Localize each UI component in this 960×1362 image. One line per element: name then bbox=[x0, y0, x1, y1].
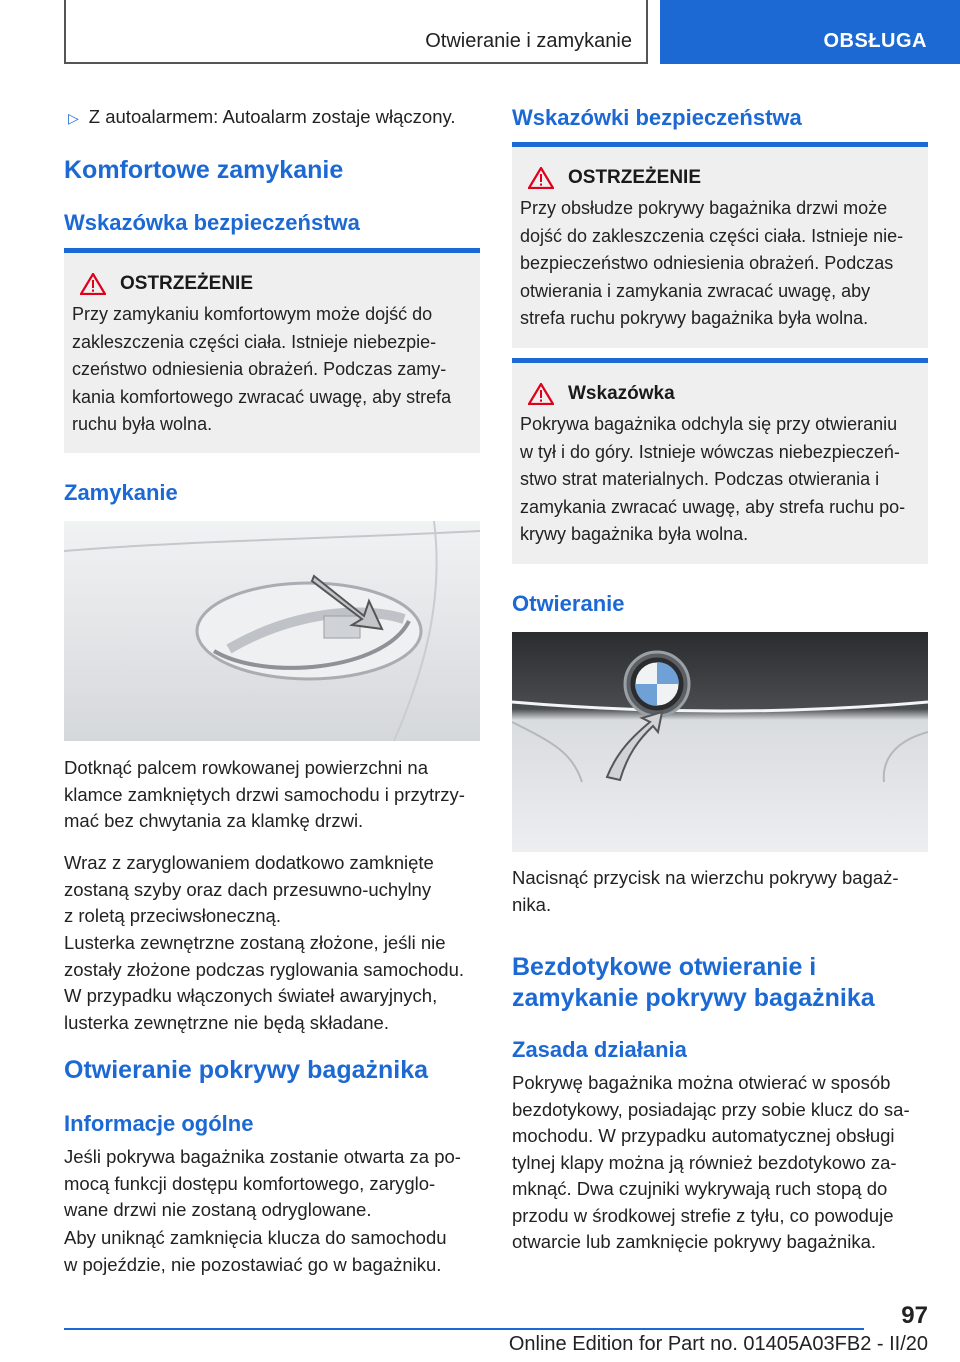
text-line: mocą funkcji dostępu komfortowego, zaryglo- bbox=[64, 1172, 436, 1194]
note-line: zamykania zwracać uwagę, aby strefa ruchu po- bbox=[520, 496, 906, 517]
section-title: Otwieranie i zamykanie bbox=[425, 30, 632, 52]
text-line: Pokrywę bagażnika można otwierać w sposób bbox=[512, 1072, 891, 1093]
warning-line: bezpieczeństwo odniesienia obrażeń. Podczas bbox=[520, 253, 894, 273]
heading-line: zamykanie pokrywy bagażnika bbox=[512, 984, 875, 1012]
text-line: otwarcie lub zamknięcie pokrywy bagażnika. bbox=[512, 1231, 877, 1252]
heading-otwieranie-pokrywy: Otwieranie pokrywy bagażnika bbox=[64, 1056, 429, 1084]
chapter-tab[interactable] bbox=[660, 0, 960, 64]
warning-triangle-icon bbox=[528, 167, 554, 189]
bullet-marker: ▷ bbox=[68, 110, 79, 126]
text-line: klamce zamkniętych drzwi samochodu i przytrzy- bbox=[64, 783, 465, 805]
warning-line: ruchu była wolna. bbox=[72, 414, 213, 434]
text-line: zostały złożone podczas ryglowania samochodu. bbox=[64, 958, 465, 980]
bullet-text: Z autoalarmem: Autoalarm zostaje włączony. bbox=[88, 106, 456, 127]
warning-line: zakleszczenia części ciała. Istnieje niebezpie- bbox=[72, 331, 437, 352]
paragraph-zamykanie-1 bbox=[64, 755, 480, 835]
heading-line: Bezdotykowe otwieranie i bbox=[512, 953, 817, 981]
trunk-button-illustration bbox=[512, 632, 928, 852]
text-line: w pojeździe, nie pozostawiać go w bagażniku. bbox=[64, 1253, 442, 1275]
warning-line: otwierania i zamykania zwracać uwagę, aby bbox=[520, 280, 871, 301]
paragraph-zamykanie-2 bbox=[64, 850, 480, 930]
paragraph-zasada bbox=[512, 1070, 928, 1256]
note-header bbox=[520, 383, 920, 405]
text-line: Dotknąć palcem rowkowanej powierzchni na bbox=[64, 757, 429, 778]
paragraph-zamykanie-3 bbox=[64, 930, 480, 1036]
heading-komfortowe-zamykanie: Komfortowe zamykanie bbox=[64, 156, 344, 184]
footer-divider bbox=[64, 1328, 864, 1330]
text-line: Nacisnąć przycisk na wierzchu pokrywy bagaż- bbox=[512, 867, 899, 888]
text-line: Lusterka zewnętrzne zostaną złożone, jeśli nie bbox=[64, 932, 446, 953]
text-line: wane drzwi nie zostaną odryglowane. bbox=[64, 1199, 372, 1220]
text-line: z roletą przeciwsłoneczną. bbox=[64, 905, 281, 926]
warning-box-komfort bbox=[64, 248, 480, 453]
text-line: Aby uniknąć zamknięcia klucza do samochodu bbox=[64, 1227, 447, 1248]
text-line: mać bez chwytania za klamkę drzwi. bbox=[64, 810, 364, 831]
paragraph-info-1 bbox=[64, 1144, 480, 1224]
text-line: nika. bbox=[512, 893, 552, 915]
paragraph-info-2 bbox=[64, 1225, 480, 1278]
heading-zasada-dzialania: Zasada działania bbox=[512, 1037, 687, 1062]
heading-bezdotykowe bbox=[512, 952, 928, 1014]
note-box-pokrywa bbox=[512, 358, 928, 564]
warning-box-pokrywa bbox=[512, 142, 928, 348]
door-handle-illustration bbox=[64, 521, 480, 741]
text-line: Jeśli pokrywa bagażnika zostanie otwarta za po- bbox=[64, 1146, 461, 1167]
header-frame bbox=[64, 0, 648, 64]
heading-wskazowka-bezpieczenstwa: Wskazówka bezpieczeństwa bbox=[64, 210, 360, 235]
edition-text: Online Edition for Part no. 01405A03FB2 - II/20 bbox=[508, 1333, 928, 1355]
chapter-tab-label: OBSŁUGA bbox=[823, 30, 927, 52]
text-line: tylnej klapy można ją również bezdotykowo za- bbox=[512, 1151, 897, 1173]
warning-line: czeństwo odniesienia obrażeń. Podczas zamy- bbox=[72, 359, 447, 379]
warning-line: Przy zamykaniu komfortowym może dojść do bbox=[72, 304, 433, 324]
heading-otwieranie: Otwieranie bbox=[512, 591, 625, 616]
warning-triangle-icon bbox=[528, 383, 554, 405]
paragraph-otwieranie bbox=[512, 865, 928, 918]
warning-line: strefa ruchu pokrywy bagażnika była wolna. bbox=[520, 308, 869, 328]
warning-line: dojść do zakleszczenia części ciała. Istnieje nie- bbox=[520, 225, 904, 246]
note-line: stwo strat materialnych. Podczas otwierania i bbox=[520, 469, 880, 489]
warning-header bbox=[520, 167, 920, 189]
page-number: 97 bbox=[901, 1302, 928, 1329]
warning-triangle-icon bbox=[80, 273, 106, 295]
text-line: zostaną szyby oraz dach przesuwno-uchylny bbox=[64, 878, 432, 900]
text-line: Wraz z zaryglowaniem dodatkowo zamknięte bbox=[64, 852, 434, 873]
heading-zamykanie: Zamykanie bbox=[64, 480, 178, 505]
note-line: w tył i do góry. Istnieje wówczas niebezpieczeń- bbox=[520, 441, 900, 462]
heading-informacje-ogolne: Informacje ogólne bbox=[64, 1111, 254, 1136]
text-line: mknąć. Dwa czujniki wykrywają ruch stopą do bbox=[512, 1178, 888, 1199]
warning-line: Przy obsłudze pokrywy bagażnika drzwi może bbox=[520, 198, 888, 218]
text-line: bezdotykowy, posiadając przy sobie klucz do sa- bbox=[512, 1098, 910, 1120]
warning-line: kania komfortowego zwracać uwagę, aby strefa bbox=[72, 386, 452, 407]
heading-wskazowki-bezpieczenstwa: Wskazówki bezpieczeństwa bbox=[512, 105, 802, 130]
text-line: przodu w środkowej strefie z tyłu, co powoduje bbox=[512, 1204, 894, 1226]
text-line: W przypadku włączonych świateł awaryjnych, bbox=[64, 985, 438, 1006]
warning-header bbox=[72, 273, 472, 295]
warning-title: OSTRZEŻENIE bbox=[120, 273, 254, 294]
alarm-bullet bbox=[64, 104, 479, 132]
note-line: Pokrywa bagażnika odchyla się przy otwieraniu bbox=[520, 414, 898, 434]
text-line: mochodu. W przypadku automatycznej obsługi bbox=[512, 1125, 895, 1146]
note-line: krywy bagażnika była wolna. bbox=[520, 524, 749, 544]
warning-title: OSTRZEŻENIE bbox=[568, 167, 702, 188]
text-line: lusterka zewnętrzne nie będą składane. bbox=[64, 1011, 389, 1033]
note-title: Wskazówka bbox=[568, 383, 675, 404]
